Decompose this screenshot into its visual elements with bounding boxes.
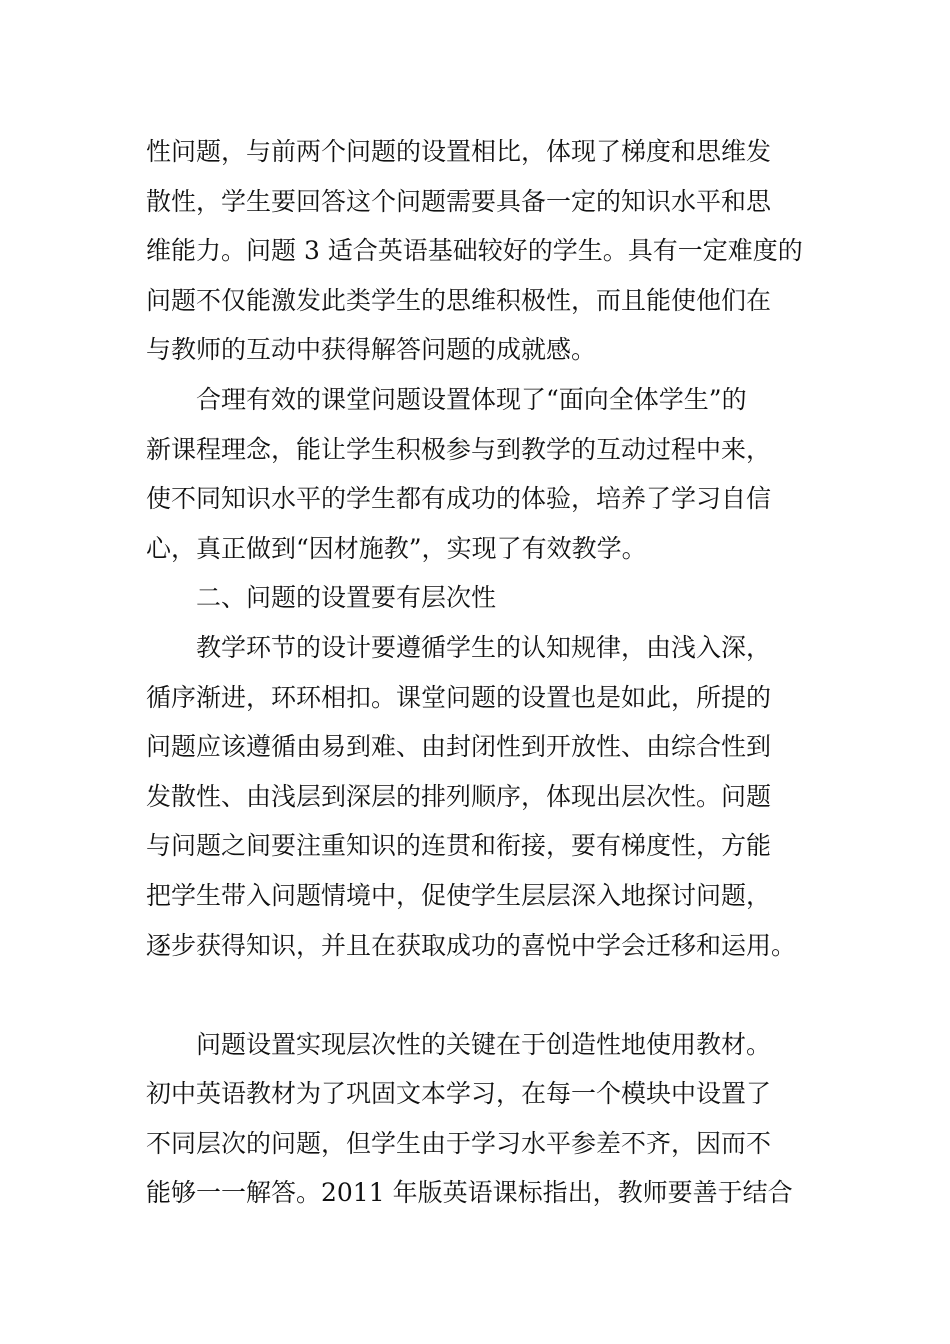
paragraph-first-line: 合理有效的课堂问题设置体现了“面向全体学生”的: [196, 384, 747, 414]
paragraph-first-line: 问题设置实现层次性的关键在于创造性地使用教材。: [196, 1029, 772, 1059]
text-line: 使不同知识水平的学生都有成功的体验，培养了学习自信: [146, 484, 772, 514]
text-line: 能够一一解答。2011 年版英语课标指出，教师要善于结合: [146, 1178, 793, 1208]
text-line: 散性，学生要回答这个问题需要具备一定的知识水平和思: [146, 186, 772, 216]
text-line: 新课程理念，能让学生积极参与到教学的互动过程中来，: [146, 434, 772, 464]
section-heading: 二、问题的设置要有层次性: [196, 583, 497, 613]
paragraph-gap: [146, 970, 816, 1020]
text-line: 问题应该遵循由易到难、由封闭性到开放性、由综合性到: [146, 732, 772, 762]
text-line: 心，真正做到“因材施教”，实现了有效教学。: [146, 533, 647, 563]
text-line: 与教师的互动中获得解答问题的成就感。: [146, 335, 597, 365]
text-line: 问题不仅能激发此类学生的思维积极性，而且能使他们在: [146, 285, 772, 315]
text-line: 维能力。问题 3 适合英语基础较好的学生。具有一定难度的: [146, 236, 803, 266]
text-line: 把学生带入问题情境中，促使学生层层深入地探讨问题，: [146, 880, 772, 910]
text-line: 与问题之间要注重知识的连贯和衔接，要有梯度性，方能: [146, 831, 772, 861]
text-line: 发散性、由浅层到深层的排列顺序，体现出层次性。问题: [146, 781, 772, 811]
text-line: 逐步获得知识，并且在获取成功的喜悦中学会迁移和运用。: [146, 930, 797, 960]
body-text: [146, 127, 816, 1218]
text-line: 性问题，与前两个问题的设置相比，体现了梯度和思维发: [146, 137, 772, 166]
text-line: 循序渐进，环环相扣。课堂问题的设置也是如此，所提的: [146, 682, 772, 712]
paragraph-first-line: 教学环节的设计要遵循学生的认知规律，由浅入深，: [196, 632, 772, 662]
text-line: 不同层次的问题，但学生由于学习水平参差不齐，因而不: [146, 1128, 772, 1158]
text-line: 初中英语教材为了巩固文本学习，在每一个模块中设置了: [146, 1079, 772, 1109]
